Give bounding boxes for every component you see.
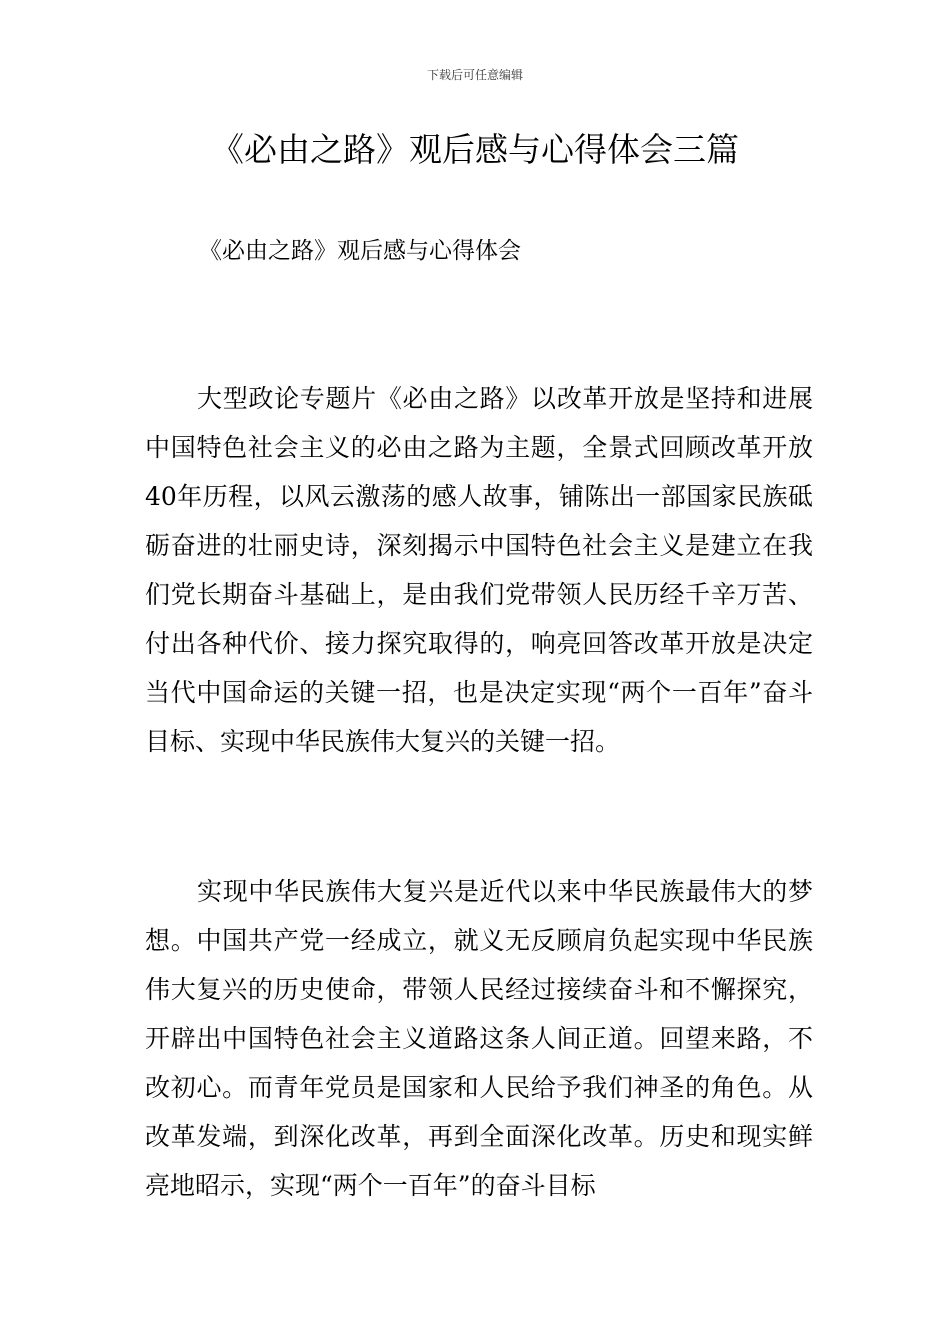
document-title: 《必由之路》观后感与心得体会三篇 xyxy=(211,130,739,169)
body-paragraph-1: 大型政论专题片《必由之路》以改革开放是坚持和进展中国特色社会主义的必由之路为主题，全景式回顾改革开放40年历程，以风云激荡的感人故事，铺陈出一部国家民族砥砺奋进的壮丽史诗，深刻揭示中国特色社会主义是建立在我们党长期奋斗基础上，是由我们党带领人民历经千辛万苦、付出各种代价、接力探究取得的，响亮回答改革开放是决定当代中国命运的关键一招，也是决定实现“两个一百年”奋斗目标、实现中华民族伟大复兴的关键一招。 xyxy=(145,384,813,756)
document-subtitle: 《必由之路》观后感与心得体会 xyxy=(199,238,521,264)
body-paragraph-2: 实现中华民族伟大复兴是近代以来中华民族最伟大的梦想。中国共产党一经成立，就义无反顾肩负起实现中华民族伟大复兴的历史使命，带领人民经过接续奋斗和不懈探究，开辟出中国特色社会主义道路这条人间正道。回望来路，不改初心。而青年党员是国家和人民给予我们神圣的角色。从改革发端，到深化改革，再到全面深化改革。历史和现实鲜亮地昭示，实现“两个一百年”的奋斗目标 xyxy=(145,877,813,1200)
page-header-note: 下载后可任意编辑 xyxy=(426,68,523,82)
